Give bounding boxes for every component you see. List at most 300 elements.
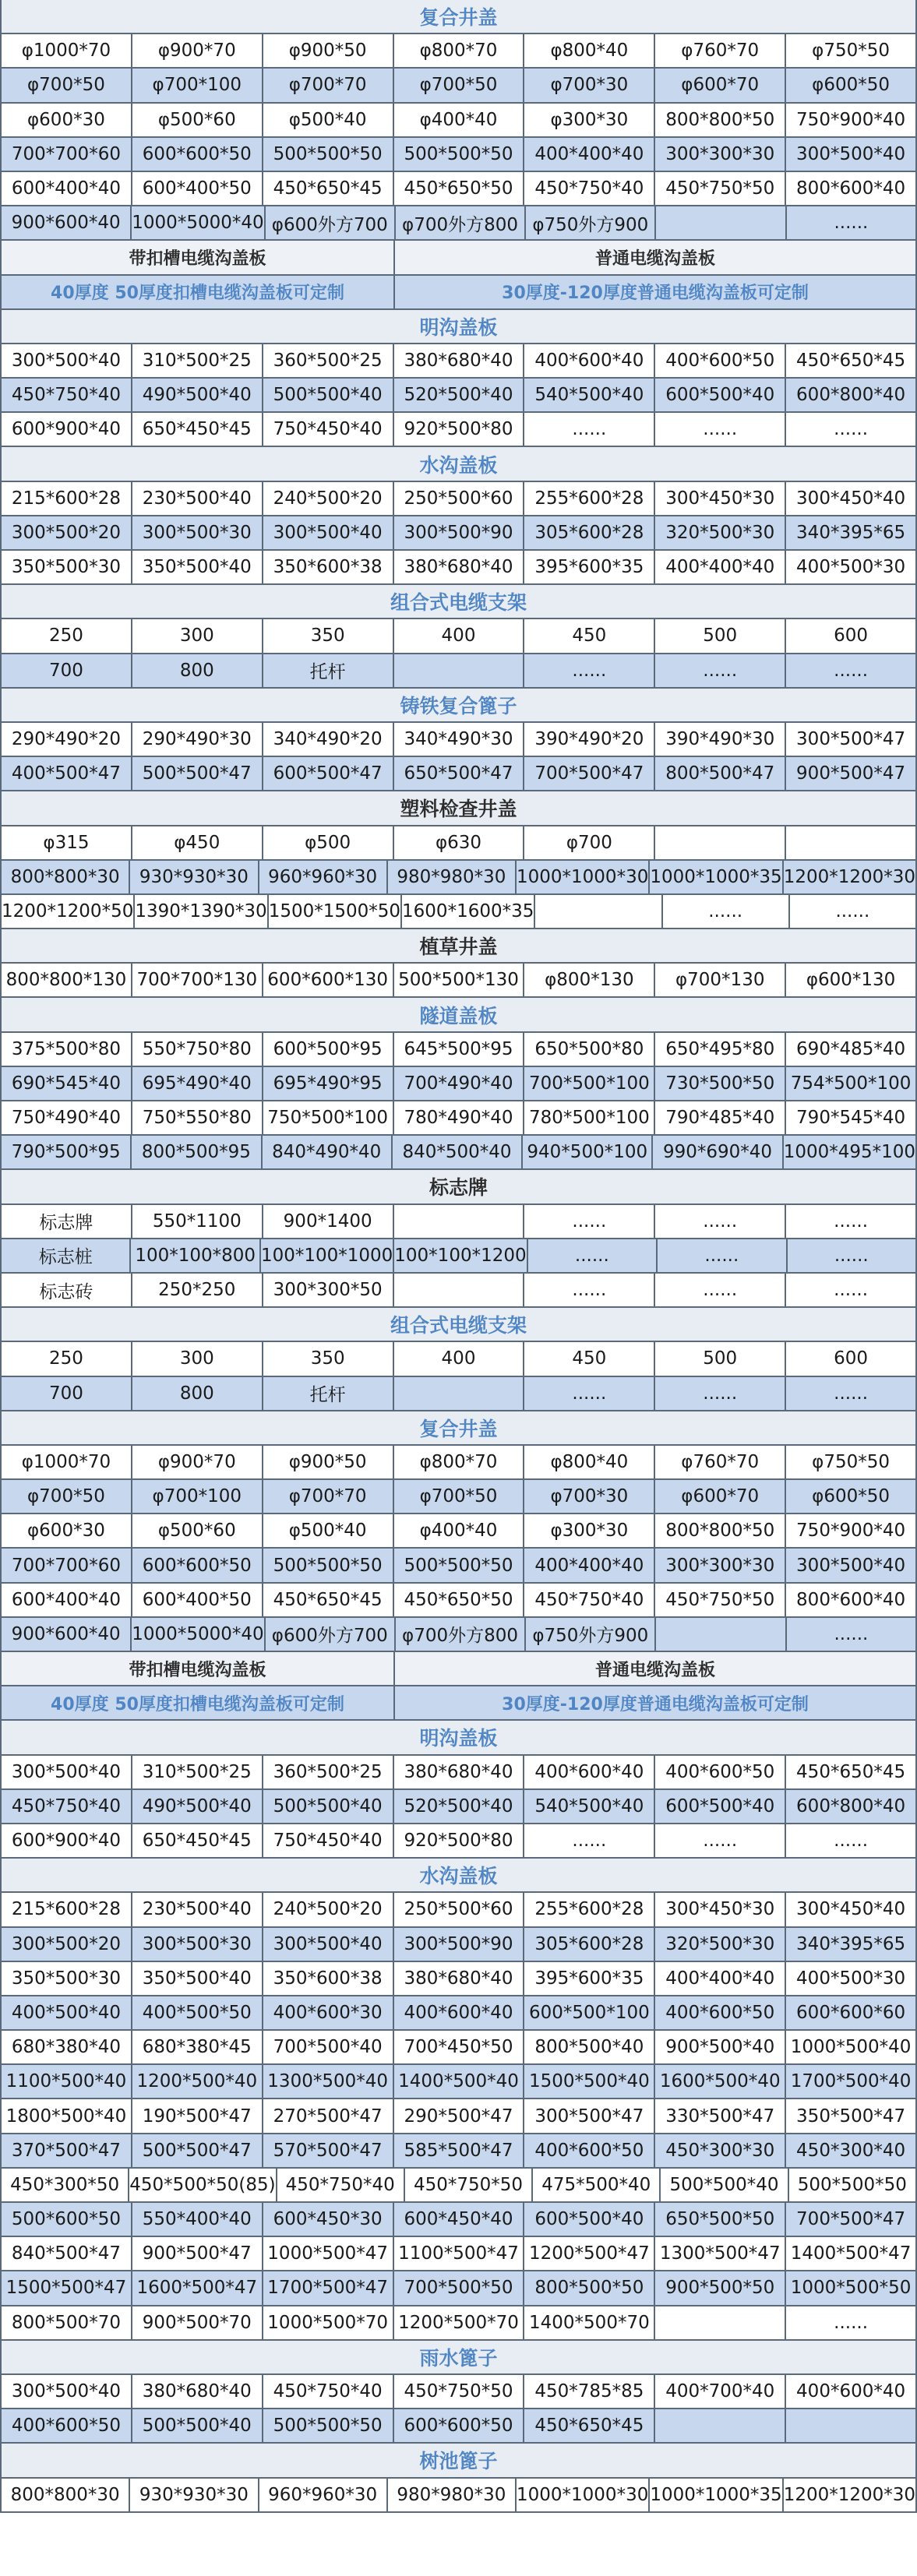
table-cell: 900*500*47: [786, 757, 917, 790]
table-cell: 100*100*800: [131, 1239, 260, 1272]
table-cell: φ400*40: [394, 104, 525, 136]
table-cell: φ700: [524, 826, 655, 859]
table-row: [0, 1618, 917, 1652]
table-cell: 600*500*40: [655, 1790, 786, 1823]
table-cell: 1000*500*50: [786, 2271, 917, 2304]
table-cell: 540*500*40: [524, 1790, 655, 1823]
table-cell: 320*500*30: [655, 1928, 786, 1961]
table-row: [0, 172, 917, 206]
table-cell: 300*450*40: [786, 1893, 917, 1926]
table-cell: 370*500*47: [0, 2134, 132, 2167]
table-cell: 750*450*40: [263, 1824, 394, 1857]
table-cell: 305*600*28: [524, 516, 655, 549]
table-cell: 600*900*40: [0, 1824, 132, 1857]
table-cell: φ500*40: [263, 1514, 394, 1547]
table-cell: [394, 654, 525, 687]
table-cell: φ400*40: [394, 1514, 525, 1547]
table-cell: 400*500*47: [0, 757, 132, 790]
table-cell: 800*800*30: [0, 2479, 130, 2511]
table-cell: φ500: [263, 826, 394, 859]
table-cell: 450*300*50: [0, 2169, 129, 2201]
table-cell: 1400*500*40: [394, 2065, 525, 2098]
table-cell: 300*450*30: [655, 482, 786, 515]
table-cell: 1000*1000*30: [517, 861, 650, 893]
table-cell: 700*500*47: [786, 2203, 917, 2236]
table-row: [0, 69, 917, 103]
table-cell: 450: [524, 1342, 655, 1375]
table-cell: 270*500*47: [263, 2099, 394, 2132]
table-cell: ......: [524, 1205, 655, 1238]
table-row: [0, 1239, 917, 1274]
table-cell: φ700*50: [394, 1480, 525, 1513]
table-cell: 340*395*65: [786, 516, 917, 549]
table-cell: 600*450*30: [263, 2203, 394, 2236]
table-cell: φ800*70: [394, 1446, 525, 1478]
table-cell: 570*500*47: [263, 2134, 394, 2167]
table-cell: ......: [788, 1239, 917, 1272]
table-cell: 400*500*40: [0, 1996, 132, 2029]
table-cell: 790*500*95: [0, 1136, 132, 1168]
section-title: 标志牌: [0, 1170, 917, 1204]
table-cell: 900*500*40: [655, 2031, 786, 2063]
table-cell: 350*500*30: [0, 1962, 132, 1995]
table-cell: 900*1400: [263, 1205, 394, 1238]
table-cell: φ700*100: [132, 69, 263, 101]
table-cell: 600*600*130: [263, 964, 394, 996]
table-cell: 320*500*30: [655, 516, 786, 549]
table-cell: 585*500*47: [394, 2134, 525, 2167]
table-cell: 550*400*40: [132, 2203, 263, 2236]
table-cell: 450*750*40: [524, 1584, 655, 1616]
table-cell: 300*500*40: [263, 516, 394, 549]
table-cell: 360*500*25: [263, 1756, 394, 1788]
table-cell: 1000*500*40: [786, 2031, 917, 2063]
table-cell: φ600外方700: [266, 206, 396, 239]
table-cell: φ700*70: [263, 69, 394, 101]
table-row: [0, 516, 917, 551]
table-cell: 300*500*47: [786, 723, 917, 756]
table-cell: 930*930*30: [130, 2479, 259, 2511]
table-cell: 700*450*50: [394, 2031, 525, 2063]
table-cell: 400*600*30: [263, 1996, 394, 2029]
table-cell: 840*500*40: [393, 1136, 523, 1168]
table-cell: ......: [524, 1824, 655, 1857]
table-cell: 400*600*50: [0, 2409, 132, 2442]
table-cell: 300*500*40: [263, 1928, 394, 1961]
table-cell: 700*700*60: [0, 138, 132, 171]
table-cell: 960*960*30: [259, 2479, 388, 2511]
table-cell: φ500*60: [132, 1514, 263, 1547]
table-cell: φ760*70: [655, 34, 786, 67]
table-cell: 540*500*40: [524, 379, 655, 411]
table-cell: 100*100*1200: [394, 1239, 527, 1272]
table-row: [0, 1996, 917, 2031]
table-cell: φ300*30: [524, 1514, 655, 1547]
table-cell: 1390*1390*30: [135, 895, 268, 928]
table-cell: [535, 895, 662, 928]
table-row: [0, 1342, 917, 1376]
table-cell: 300*500*40: [0, 2375, 132, 2408]
table-row: [0, 1101, 917, 1136]
table-cell: 1000*5000*40: [132, 1618, 265, 1651]
table-cell: ......: [524, 413, 655, 446]
table-cell: φ450: [132, 826, 263, 859]
table-cell: 300*500*20: [0, 1928, 132, 1961]
table-cell: 920*500*80: [394, 413, 525, 446]
table-row: [0, 1790, 917, 1824]
table-cell: φ700*50: [394, 69, 525, 101]
table-cell: 450*750*40: [277, 2169, 405, 2201]
sub-header-cell: 30厚度-120厚度普通电缆沟盖板可定制: [395, 1686, 917, 1719]
table-cell: 1700*500*47: [263, 2271, 394, 2304]
table-cell: [394, 1205, 525, 1238]
table-row: [0, 654, 917, 689]
table-cell: 650*495*80: [655, 1033, 786, 1066]
table-cell: 690*545*40: [0, 1067, 132, 1100]
table-row: [0, 413, 917, 447]
table-cell: φ700外方800: [396, 1618, 526, 1651]
table-cell: ......: [524, 1274, 655, 1306]
table-cell: 450*650*50: [394, 172, 525, 205]
table-cell: 400*700*40: [655, 2375, 786, 2408]
section-title: 组合式电缆支架: [0, 1308, 917, 1342]
table-cell: 300*500*40: [0, 344, 132, 377]
table-cell: 695*490*95: [263, 1067, 394, 1100]
table-cell: [656, 206, 786, 239]
section-title: 雨水篦子: [0, 2341, 917, 2375]
table-cell: 340*490*20: [263, 723, 394, 756]
table-cell: 350*600*38: [263, 551, 394, 583]
table-cell: 800*500*40: [524, 2031, 655, 2063]
table-cell: 1800*500*40: [0, 2099, 132, 2132]
table-cell: 450*650*45: [524, 2409, 655, 2442]
table-cell: 100*100*1000: [261, 1239, 394, 1272]
table-cell: 1000*500*70: [263, 2306, 394, 2339]
table-cell: 450*300*30: [655, 2134, 786, 2167]
table-cell: ......: [786, 1274, 917, 1306]
table-cell: 标志砖: [0, 1274, 132, 1306]
table-row: [0, 2237, 917, 2271]
table-row: [0, 2169, 917, 2203]
table-cell: ......: [655, 1205, 786, 1238]
table-cell: 520*500*40: [394, 379, 525, 411]
section-title: 植草井盖: [0, 929, 917, 964]
table-cell: ......: [524, 1377, 655, 1410]
table-cell: 500*500*50: [394, 1549, 525, 1581]
table-cell: 500*500*50: [789, 2169, 917, 2201]
table-row: [0, 1067, 917, 1101]
table-cell: 1000*1000*35: [650, 861, 783, 893]
table-cell: 700*700*60: [0, 1549, 132, 1581]
table-row: [0, 482, 917, 516]
table-row: [0, 1928, 917, 1962]
table-cell: 托杆: [263, 1377, 394, 1410]
table-cell: 600*400*40: [0, 1584, 132, 1616]
table-cell: 1100*500*47: [394, 2237, 525, 2270]
table-cell: 300*450*40: [786, 482, 917, 515]
table-cell: 450*650*45: [263, 172, 394, 205]
table-cell: φ900*70: [132, 1446, 263, 1478]
table-cell: 1600*500*40: [655, 2065, 786, 2098]
table-cell: 500*500*130: [394, 964, 525, 996]
table-cell: ......: [786, 654, 917, 687]
table-cell: 1200*1200*50: [0, 895, 135, 928]
table-cell: φ700*50: [0, 69, 132, 101]
table-cell: ......: [663, 895, 790, 928]
table-row: [0, 826, 917, 861]
section-title: 水沟盖板: [0, 1859, 917, 1893]
table-cell: φ800*40: [524, 1446, 655, 1478]
table-cell: φ600*50: [786, 1480, 917, 1513]
table-cell: ......: [655, 654, 786, 687]
table-cell: 750*900*40: [786, 104, 917, 136]
table-cell: 250*500*60: [394, 482, 525, 515]
table-row: [0, 1205, 917, 1239]
table-cell: φ600*50: [786, 69, 917, 101]
table-cell: 700*490*40: [394, 1067, 525, 1100]
table-cell: 1100*500*40: [0, 2065, 132, 2098]
sub-header-cell: 40厚度 50厚度扣槽电缆沟盖板可定制: [0, 276, 395, 308]
table-cell: φ700*30: [524, 69, 655, 101]
table-cell: φ500*40: [263, 104, 394, 136]
table-cell: φ315: [0, 826, 132, 859]
table-cell: 990*690*40: [653, 1136, 783, 1168]
table-row: [0, 895, 917, 929]
table-cell: 490*500*40: [132, 379, 263, 411]
table-cell: 940*500*100: [523, 1136, 653, 1168]
table-cell: 1200*500*70: [394, 2306, 525, 2339]
table-cell: ......: [787, 206, 917, 239]
table-cell: φ700外方800: [396, 206, 526, 239]
table-cell: φ1000*70: [0, 34, 132, 67]
table-cell: 780*490*40: [394, 1101, 525, 1134]
table-cell: 650*450*45: [132, 1824, 263, 1857]
table-row: [0, 964, 917, 998]
table-cell: 800*500*50: [524, 2271, 655, 2304]
table-cell: 600: [786, 1342, 917, 1375]
table-row: [0, 2099, 917, 2134]
table-cell: φ750外方900: [526, 206, 656, 239]
table-cell: 450*650*45: [263, 1584, 394, 1616]
table-cell: 300*500*30: [132, 1928, 263, 1961]
table-cell: 790*545*40: [786, 1101, 917, 1134]
table-cell: 375*500*80: [0, 1033, 132, 1066]
table-cell: 500*500*40: [263, 1790, 394, 1823]
table-cell: 790*485*40: [655, 1101, 786, 1134]
table-cell: 340*395*65: [786, 1928, 917, 1961]
table-cell: ......: [786, 1824, 917, 1857]
table-cell: φ700*100: [132, 1480, 263, 1513]
table-cell: 300*300*50: [263, 1274, 394, 1306]
table-row: [0, 206, 917, 241]
table-cell: 800: [132, 1377, 263, 1410]
table-cell: 800*500*95: [132, 1136, 262, 1168]
table-cell: 600*800*40: [786, 379, 917, 411]
table-cell: φ800*70: [394, 34, 525, 67]
section-title: 隧道盖板: [0, 998, 917, 1032]
table-cell: 800*500*70: [0, 2306, 132, 2339]
table-cell: 1700*500*40: [786, 2065, 917, 2098]
table-row: [0, 551, 917, 585]
table-row: [0, 619, 917, 654]
sub-header-cell: 普通电缆沟盖板: [395, 241, 917, 273]
table-cell: φ1000*70: [0, 1446, 132, 1478]
table-cell: 600*600*60: [786, 1996, 917, 2029]
table-cell: 400*600*50: [524, 2134, 655, 2167]
table-cell: 310*500*25: [132, 344, 263, 377]
table-cell: 600*500*40: [524, 2203, 655, 2236]
table-cell: 1500*500*47: [0, 2271, 132, 2304]
table-cell: 300: [132, 619, 263, 652]
table-cell: 680*380*40: [0, 2031, 132, 2063]
table-row: [0, 1962, 917, 1996]
table-cell: 500: [655, 1342, 786, 1375]
table-cell: 230*500*40: [132, 482, 263, 515]
table-cell: 800*600*40: [786, 1584, 917, 1616]
sub-header-cell: 40厚度 50厚度扣槽电缆沟盖板可定制: [0, 1686, 395, 1719]
table-cell: 645*500*95: [394, 1033, 525, 1066]
table-cell: 900*500*50: [655, 2271, 786, 2304]
table-cell: 300*500*90: [394, 1928, 525, 1961]
table-cell: 350*500*30: [0, 551, 132, 583]
table-cell: φ600*70: [655, 69, 786, 101]
table-cell: 500*500*50: [263, 2409, 394, 2442]
table-row: [0, 723, 917, 757]
table-cell: 托杆: [263, 654, 394, 687]
table-cell: φ750*50: [786, 34, 917, 67]
table-cell: 700*500*40: [263, 2031, 394, 2063]
table-cell: 920*500*80: [394, 1824, 525, 1857]
table-cell: 350*600*38: [263, 1962, 394, 1995]
table-cell: 380*680*40: [132, 2375, 263, 2408]
table-cell: 250*250: [132, 1274, 263, 1306]
table-cell: φ600*30: [0, 1514, 132, 1547]
table-cell: 900*600*40: [0, 206, 132, 239]
table-cell: φ700*130: [655, 964, 786, 996]
table-cell: 255*600*28: [524, 1893, 655, 1926]
table-cell: 450*750*40: [0, 379, 132, 411]
table-cell: 680*380*45: [132, 2031, 263, 2063]
table-cell: ......: [790, 895, 917, 928]
table-cell: 255*600*28: [524, 482, 655, 515]
table-cell: 550*750*80: [132, 1033, 263, 1066]
table-cell: 1500*500*40: [524, 2065, 655, 2098]
table-cell: 标志桩: [0, 1239, 131, 1272]
table-cell: 700: [0, 1377, 132, 1410]
table-cell: 1200*500*47: [524, 2237, 655, 2270]
table-row: [0, 138, 917, 172]
table-cell: [394, 1377, 525, 1410]
table-cell: [655, 2306, 786, 2339]
table-cell: 780*500*100: [524, 1101, 655, 1134]
table-cell: 800*600*40: [786, 172, 917, 205]
table-cell: 700*500*50: [394, 2271, 525, 2304]
table-cell: 600*450*40: [394, 2203, 525, 2236]
table-row: [0, 2375, 917, 2409]
section-title: 复合井盖: [0, 0, 917, 34]
table-cell: 350*500*40: [132, 1962, 263, 1995]
table-cell: 190*500*47: [132, 2099, 263, 2132]
table-cell: 960*960*30: [259, 861, 388, 893]
table-cell: ......: [787, 1618, 917, 1651]
table-cell: 240*500*20: [263, 482, 394, 515]
table-cell: 650*500*50: [655, 2203, 786, 2236]
table-cell: 300*500*40: [0, 1756, 132, 1788]
table-cell: 800*800*50: [655, 1514, 786, 1547]
table-cell: ......: [655, 1824, 786, 1857]
table-row: [0, 1824, 917, 1859]
table-cell: 690*485*40: [786, 1033, 917, 1066]
table-cell: 290*490*20: [0, 723, 132, 756]
table-cell: 300: [132, 1342, 263, 1375]
table-cell: 400*600*40: [524, 344, 655, 377]
table-cell: 500*500*40: [661, 2169, 788, 2201]
table-cell: 600*400*50: [132, 1584, 263, 1616]
table-cell: φ900*50: [263, 1446, 394, 1478]
table-cell: 600*600*50: [394, 2409, 525, 2442]
table-cell: 450*650*45: [786, 344, 917, 377]
sub-header-cell: 30厚度-120厚度普通电缆沟盖板可定制: [395, 276, 917, 308]
table-cell: 980*980*30: [388, 2479, 517, 2511]
table-cell: 980*980*30: [388, 861, 517, 893]
table-cell: ......: [786, 1205, 917, 1238]
table-cell: 520*500*40: [394, 1790, 525, 1823]
table-cell: φ800*40: [524, 34, 655, 67]
table-cell: 650*500*47: [394, 757, 525, 790]
section-title: 复合井盖: [0, 1411, 917, 1446]
table-cell: 500*500*40: [263, 379, 394, 411]
table-cell: [786, 826, 917, 859]
table-cell: 750*550*80: [132, 1101, 263, 1134]
table-cell: ......: [658, 1239, 787, 1272]
table-row: [0, 2065, 917, 2099]
table-cell: 300*500*20: [0, 516, 132, 549]
table-cell: 500*600*50: [0, 2203, 132, 2236]
table-cell: 900*500*47: [132, 2237, 263, 2270]
table-cell: 400*600*40: [786, 2375, 917, 2408]
table-cell: ......: [786, 1377, 917, 1410]
table-cell: φ300*30: [524, 104, 655, 136]
table-cell: φ600外方700: [266, 1618, 396, 1651]
table-row: [0, 1033, 917, 1067]
table-cell: ......: [655, 1377, 786, 1410]
table-cell: φ600*130: [786, 964, 917, 996]
table-cell: 500*500*47: [132, 757, 263, 790]
table-cell: 300*500*40: [786, 138, 917, 171]
table-cell: 700: [0, 654, 132, 687]
table-cell: ......: [786, 2306, 917, 2339]
table-cell: 400*400*40: [655, 1962, 786, 1995]
table-cell: 标志牌: [0, 1205, 132, 1238]
table-cell: 450*750*50: [655, 1584, 786, 1616]
table-cell: 400*400*40: [524, 138, 655, 171]
table-cell: 380*680*40: [394, 1962, 525, 1995]
table-cell: 390*490*20: [524, 723, 655, 756]
table-row: [0, 757, 917, 791]
sub-header-cell: 带扣槽电缆沟盖板: [0, 1652, 395, 1685]
table-cell: 350*500*40: [132, 551, 263, 583]
table-cell: 800*500*47: [655, 757, 786, 790]
table-cell: ......: [528, 1239, 658, 1272]
table-cell: 700*500*100: [524, 1067, 655, 1100]
table-row: [0, 1756, 917, 1790]
table-cell: 1600*500*47: [132, 2271, 263, 2304]
table-cell: 290*500*47: [394, 2099, 525, 2132]
table-cell: 360*500*25: [263, 344, 394, 377]
table-cell: 300*500*40: [786, 1549, 917, 1581]
table-cell: 450*500*50(85): [129, 2169, 277, 2201]
section-title: 明沟盖板: [0, 1721, 917, 1755]
